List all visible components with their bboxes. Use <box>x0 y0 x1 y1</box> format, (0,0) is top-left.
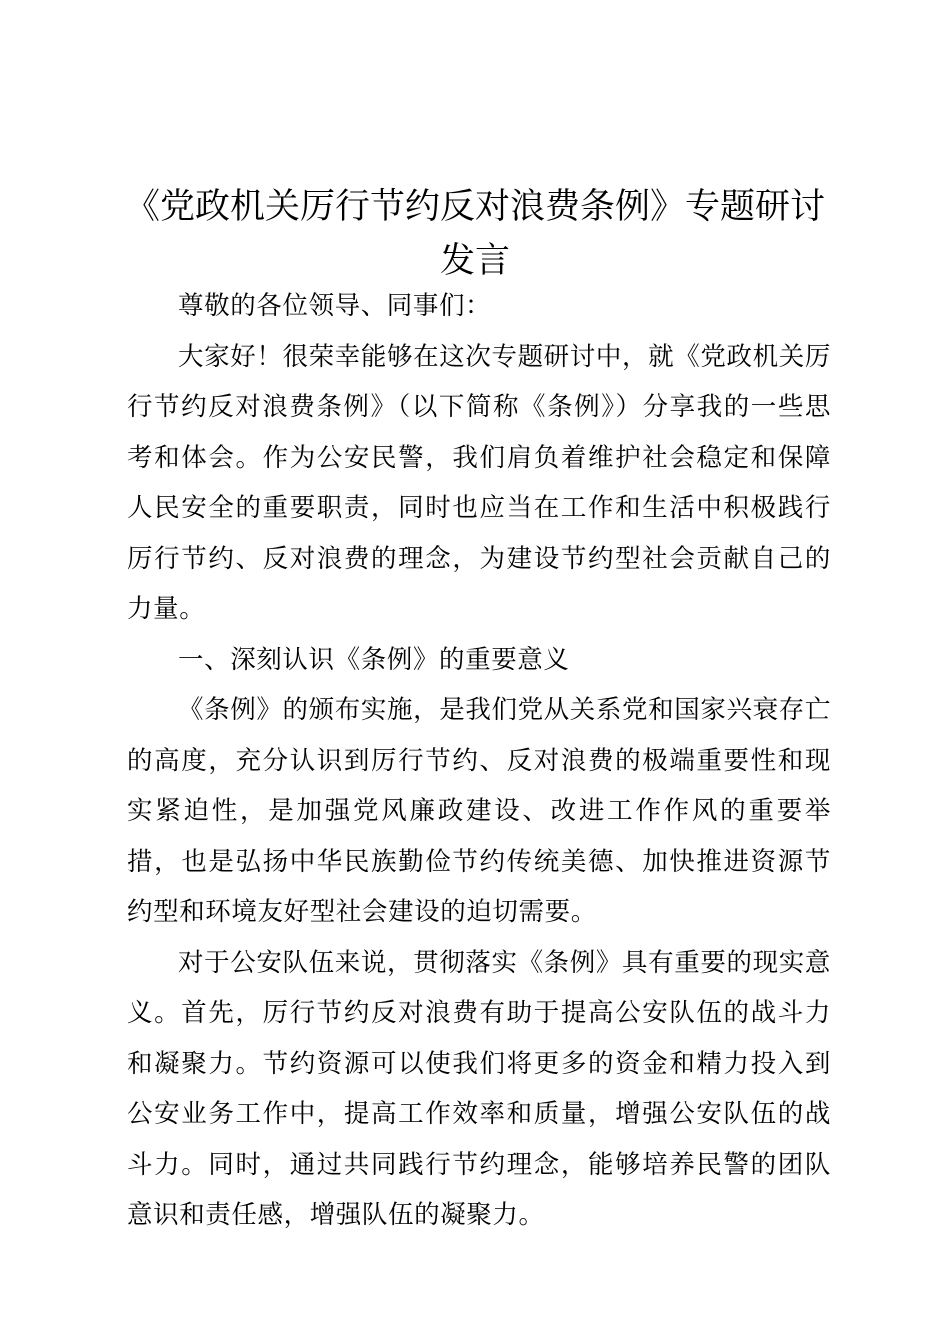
salutation-paragraph: 尊敬的各位领导、同事们： <box>178 291 492 321</box>
document-title: 《党政机关厉行节约反对浪费条例》专题研讨发言 <box>124 187 825 281</box>
police-paragraph: 对于公安队伍来说，贯彻落实《条例》具有重要的现实意义。首先，厉行节约反对浪费有助于提高公安队伍的战斗力和凝聚力。节约资源可以使我们将更多的资金和精力投入到公安业务工作中，提高工作效率和质量，增强公安队伍的战斗力。同时，通过共同践行节约理念，能够培养民警的团队意识和责任感，增强队伍的凝聚力。 <box>127 947 831 1230</box>
section-heading: 一、深刻认识《条例》的重要意义 <box>178 644 570 675</box>
document-body <box>127 281 831 1241</box>
intro-paragraph: 大家好！很荣幸能够在这次专题研讨中，就《党政机关厉行节约反对浪费条例》（以下简称《条例》）分享我的一些思考和体会。作为公安民警，我们肩负着维护社会稳定和保障人民安全的重要职责，同时也应当在工作和生活中积极践行厉行节约、反对浪费的理念，为建设节约型社会贡献自己的力量。 <box>127 341 831 624</box>
significance-paragraph: 《条例》的颁布实施，是我们党从关系党和国家兴衰存亡的高度，充分认识到厉行节约、反对浪费的极端重要性和现实紧迫性，是加强党风廉政建设、改进工作作风的重要举措，也是弘扬中华民族勤俭节约传统美德、加快推进资源节约型和环境友好型社会建设的迫切需要。 <box>127 695 831 927</box>
